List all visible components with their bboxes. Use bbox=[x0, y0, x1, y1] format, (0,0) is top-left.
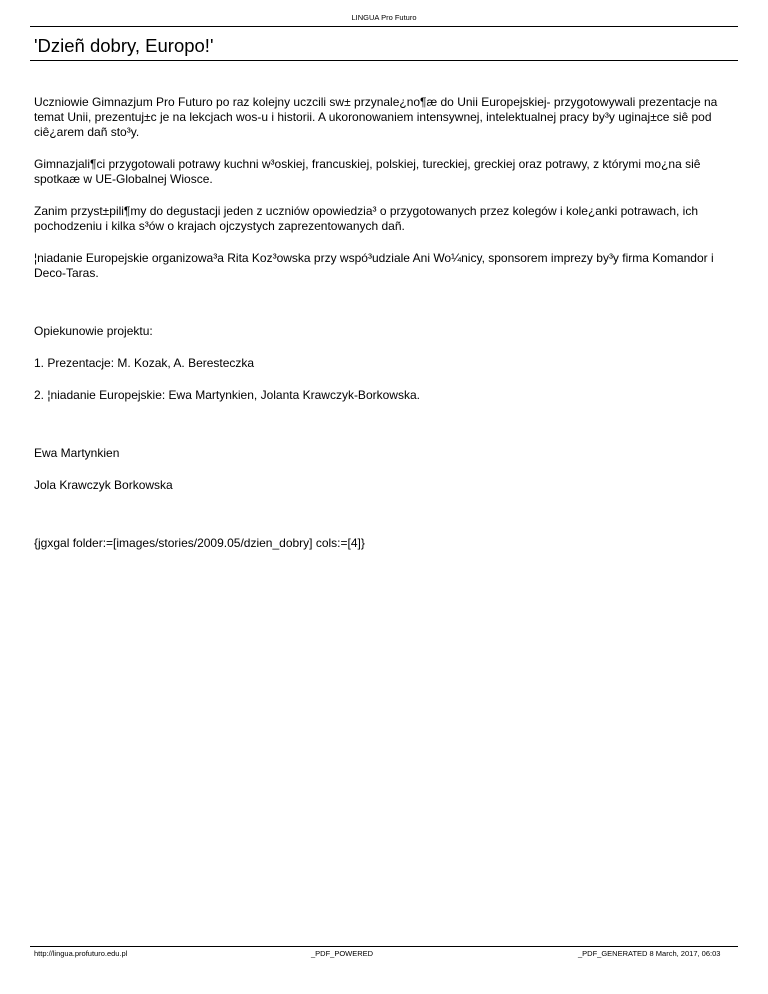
footer-url: http://lingua.profuturo.edu.pl bbox=[34, 949, 128, 958]
supervisor-item: 1. Prezentacje: M. Kozak, A. Beresteczka bbox=[34, 356, 255, 370]
article-title: 'Dzieñ dobry, Europo!' bbox=[34, 35, 214, 56]
supervisors-heading: Opiekunowie projektu: bbox=[34, 324, 153, 338]
header-divider bbox=[30, 26, 738, 27]
signature: Jola Krawczyk Borkowska bbox=[34, 478, 173, 492]
gallery-shortcode: {jgxgal folder:=[images/stories/2009.05/dzien_dobry] cols:=[4]} bbox=[34, 536, 365, 550]
footer-divider bbox=[30, 946, 738, 947]
article-paragraph: Gimnazjali¶ci przygotowali potrawy kuchni w³oskiej, francuskiej, polskiej, tureckiej, greckiej oraz potrawy, z którymi mo¿na siê spotkaæ w UE-Globalnej Wiosce. bbox=[34, 157, 701, 186]
article-paragraph: Zanim przyst±pili¶my do degustacji jeden z uczniów opowiedzia³ o przygotowanych przez kolegów i kole¿anki potrawach, ich pochodzeniu i kilka s³ów o krajach ojczystych zaprezentowanych dañ. bbox=[34, 204, 699, 233]
page-header: LINGUA Pro Futuro bbox=[351, 13, 417, 22]
supervisor-item: 2. ¦niadanie Europejskie: Ewa Martynkien, Jolanta Krawczyk-Borkowska. bbox=[34, 388, 420, 402]
signature: Ewa Martynkien bbox=[34, 446, 120, 460]
footer-powered: _PDF_POWERED bbox=[311, 949, 374, 958]
article-paragraph: ¦niadanie Europejskie organizowa³a Rita Koz³owska przy wspó³udziale Ani Wo¼nicy, sponsorem imprezy by³y firma Komandor i Deco-Taras. bbox=[34, 251, 714, 280]
footer-generated: _PDF_GENERATED 8 March, 2017, 06:03 bbox=[578, 949, 721, 958]
title-divider bbox=[30, 60, 738, 61]
article-paragraph: Uczniowie Gimnazjum Pro Futuro po raz kolejny uczcili sw± przynale¿no¶æ do Unii Europejskiej- przygotowywali prezentacje na temat Unii, prezentuj±c je na lekcjach wos-u i historii. A ukoronowaniem intensywnej, intelektualnej pracy by³y uginaj±ce siê pod ciê¿arem dañ sto³y. bbox=[34, 95, 718, 139]
article-body bbox=[34, 95, 734, 551]
